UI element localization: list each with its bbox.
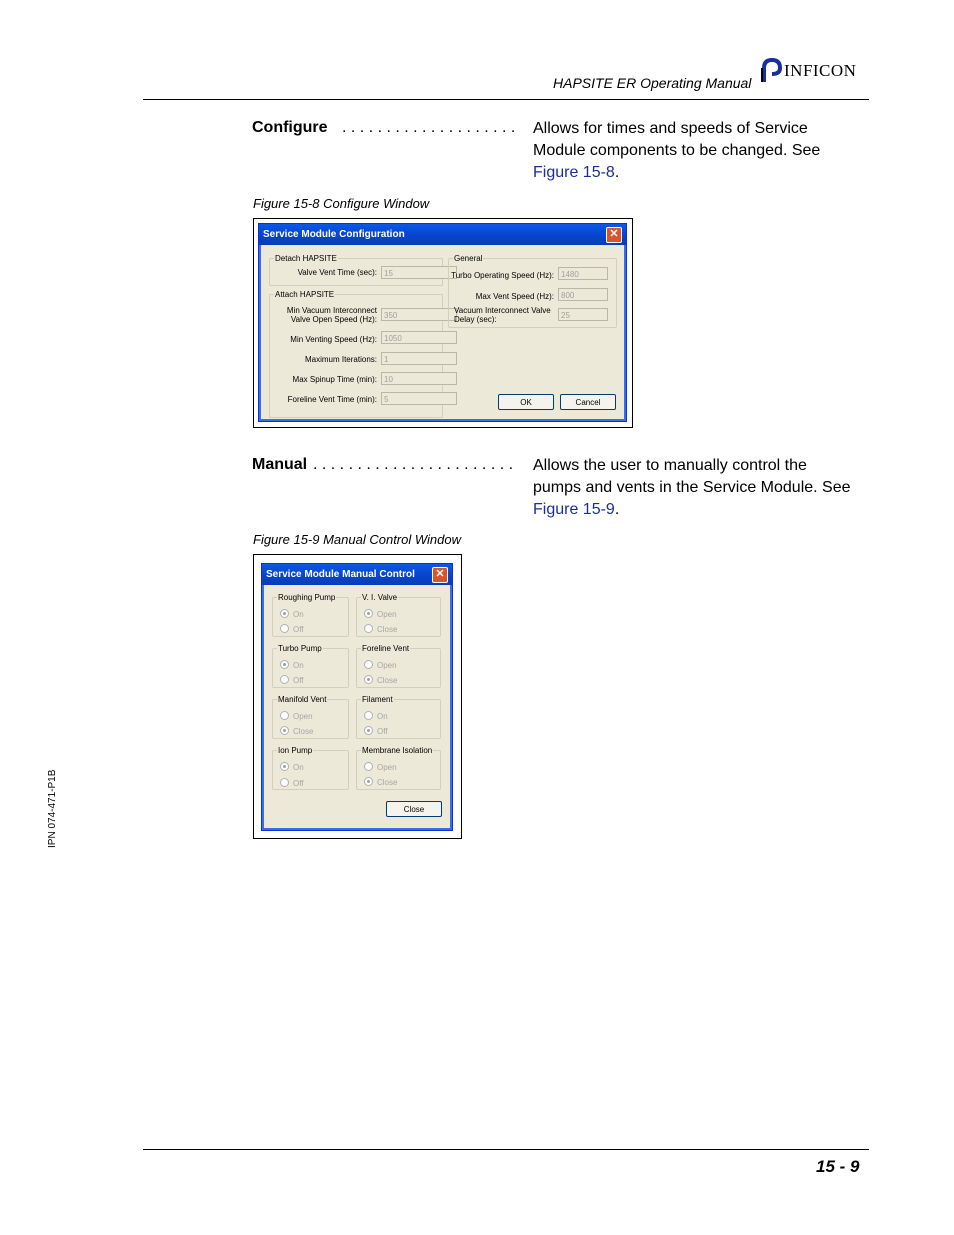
config-window — [258, 223, 627, 422]
min-vacuum-interconnect-label — [271, 306, 377, 324]
vacuum-interconnect-delay-label-line1: Vacuum Interconnect Valve — [454, 306, 551, 315]
turbo-operating-speed-field[interactable]: 1480 — [558, 267, 608, 280]
min-venting-speed-label: Min Venting Speed (Hz): — [290, 335, 377, 344]
manifold-vent-close-radio[interactable] — [280, 726, 313, 737]
foreline-vent-open-label: Open — [377, 661, 397, 670]
filament-on-label: On — [377, 712, 388, 721]
maximum-iterations-field[interactable]: 1 — [381, 352, 457, 365]
min-vacuum-interconnect-label-line1: Min Vacuum Interconnect — [286, 306, 377, 315]
ion-pump-on-radio[interactable] — [280, 762, 304, 773]
manual-desc-line2: pumps and vents in the Service Module. See — [533, 479, 851, 496]
manifold-vent-close-label: Close — [293, 727, 314, 736]
foreline-vent-legend: Foreline Vent — [362, 644, 410, 653]
manual-desc-period: . — [614, 501, 620, 518]
manual-leader-dots: . . . . . . . . . . . . . . . . . . . . . . . — [313, 456, 514, 473]
detach-hapsite-legend: Detach HAPSITE — [275, 254, 337, 263]
min-vacuum-interconnect-label-line2: Valve Open Speed (Hz): — [290, 315, 377, 324]
turbo-pump-on-label: On — [293, 661, 304, 670]
radio-selected-icon — [364, 609, 373, 618]
max-spinup-time-field[interactable]: 10 — [381, 372, 457, 385]
membrane-isolation-close-label: Close — [377, 778, 398, 787]
filament-legend: Filament — [362, 695, 393, 704]
radio-selected-icon — [280, 609, 289, 618]
ok-button[interactable]: OK — [498, 394, 554, 410]
manual-client-area — [265, 585, 449, 827]
header-rule — [143, 99, 869, 100]
manifold-vent-legend: Manifold Vent — [278, 695, 327, 704]
manual-desc-line1: Allows the user to manually control the — [533, 457, 807, 474]
inficon-logo-icon — [760, 58, 782, 84]
figure-15-8-link[interactable]: Figure 15-8 — [533, 164, 615, 181]
radio-empty-icon — [280, 711, 289, 720]
figure-15-8-caption: Figure 15-8 Configure Window — [253, 196, 430, 211]
radio-selected-icon — [280, 726, 289, 735]
max-vent-speed-field[interactable]: 800 — [558, 288, 608, 301]
turbo-pump-on-radio[interactable] — [280, 660, 304, 671]
ion-pump-off-radio[interactable] — [280, 778, 304, 789]
max-vent-speed-label: Max Vent Speed (Hz): — [475, 292, 554, 301]
foreline-vent-close-label: Close — [377, 676, 398, 685]
vi-valve-open-label: Open — [377, 610, 397, 619]
figure-15-9-link[interactable]: Figure 15-9 — [533, 501, 615, 518]
manual-term-label: Manual — [252, 456, 308, 473]
vi-valve-legend: V. I. Valve — [362, 593, 398, 602]
manual-term — [252, 456, 307, 474]
figure-15-9-caption: Figure 15-9 Manual Control Window — [253, 532, 461, 547]
vi-valve-open-radio[interactable] — [364, 609, 397, 620]
ion-pump-legend: Ion Pump — [278, 746, 313, 755]
config-window-title: Service Module Configuration — [263, 229, 405, 240]
configure-desc-line1: Allows for times and speeds of Service — [533, 120, 808, 137]
membrane-isolation-open-radio[interactable] — [364, 762, 397, 773]
footer-rule — [143, 1149, 869, 1150]
page-number: 15 - 9 — [816, 1157, 860, 1176]
roughing-pump-off-label: Off — [293, 625, 304, 634]
attach-hapsite-legend: Attach HAPSITE — [275, 290, 335, 299]
filament-on-radio[interactable] — [364, 711, 388, 722]
vacuum-interconnect-delay-field[interactable]: 25 — [558, 308, 608, 321]
manifold-vent-open-radio[interactable] — [280, 711, 313, 722]
vacuum-interconnect-delay-label-line2: Delay (sec): — [454, 315, 497, 324]
roughing-pump-on-label: On — [293, 610, 304, 619]
cancel-button[interactable]: Cancel — [560, 394, 616, 410]
inficon-logo — [760, 58, 872, 86]
foreline-vent-time-label: Foreline Vent Time (min): — [287, 395, 377, 404]
figure-15-8-frame — [253, 218, 633, 428]
configure-term-label: Configure — [252, 119, 328, 136]
radio-empty-icon — [364, 762, 373, 771]
manual-titlebar — [262, 564, 452, 585]
manual-window-title: Service Module Manual Control — [266, 569, 415, 580]
manual-window — [261, 563, 453, 831]
configure-description — [533, 118, 873, 184]
min-vacuum-interconnect-field[interactable]: 350 — [381, 308, 457, 321]
foreline-vent-time-field[interactable]: 5 — [381, 392, 457, 405]
radio-selected-icon — [280, 660, 289, 669]
turbo-pump-off-label: Off — [293, 676, 304, 685]
configure-leader-dots: . . . . . . . . . . . . . . . . . . . . — [342, 119, 516, 136]
radio-empty-icon — [280, 624, 289, 633]
ion-pump-off-label: Off — [293, 779, 304, 788]
foreline-vent-open-radio[interactable] — [364, 660, 397, 671]
radio-selected-icon — [364, 726, 373, 735]
logo-wordmark: INFICON — [784, 61, 857, 80]
vacuum-interconnect-delay-label — [450, 306, 554, 324]
valve-vent-time-field[interactable]: 15 — [381, 266, 457, 279]
turbo-operating-speed-label: Turbo Operating Speed (Hz): — [451, 271, 554, 280]
radio-empty-icon — [280, 675, 289, 684]
max-spinup-time-label: Max Spinup Time (min): — [292, 375, 377, 384]
config-client-area — [262, 245, 623, 418]
manifold-vent-open-label: Open — [293, 712, 313, 721]
ipn-side-label: IPN 074-471-P1B — [47, 769, 58, 848]
turbo-pump-off-radio[interactable] — [280, 675, 304, 686]
valve-vent-time-label: Valve Vent Time (sec): — [297, 268, 377, 277]
config-close-button[interactable]: ✕ — [606, 227, 622, 243]
running-header-title: HAPSITE ER Operating Manual — [553, 75, 752, 91]
radio-empty-icon — [364, 660, 373, 669]
membrane-isolation-close-radio[interactable] — [364, 777, 397, 788]
roughing-pump-on-radio[interactable] — [280, 609, 304, 620]
roughing-pump-legend: Roughing Pump — [278, 593, 336, 602]
manual-description — [533, 455, 873, 521]
radio-selected-icon — [364, 675, 373, 684]
roughing-pump-off-radio[interactable] — [280, 624, 304, 635]
min-venting-speed-field[interactable]: 1050 — [381, 331, 457, 344]
radio-empty-icon — [364, 711, 373, 720]
radio-selected-icon — [364, 777, 373, 786]
radio-empty-icon — [364, 624, 373, 633]
configure-term — [252, 119, 328, 137]
figure-15-9-frame — [253, 554, 462, 839]
turbo-pump-legend: Turbo Pump — [278, 644, 322, 653]
vi-valve-close-label: Close — [377, 625, 398, 634]
ion-pump-on-label: On — [293, 763, 304, 772]
general-legend: General — [454, 254, 483, 263]
manual-close-x-button[interactable]: ✕ — [432, 567, 448, 583]
config-titlebar — [259, 224, 626, 245]
configure-desc-line2: Module components to be changed. See — [533, 142, 821, 159]
filament-off-label: Off — [377, 727, 388, 736]
maximum-iterations-label: Maximum Iterations: — [304, 355, 377, 364]
membrane-isolation-open-label: Open — [377, 763, 397, 772]
filament-off-radio[interactable] — [364, 726, 388, 737]
foreline-vent-close-radio[interactable] — [364, 675, 397, 686]
close-button[interactable]: Close — [386, 801, 442, 817]
configure-desc-period: . — [614, 164, 620, 181]
radio-selected-icon — [280, 762, 289, 771]
radio-empty-icon — [280, 778, 289, 787]
vi-valve-close-radio[interactable] — [364, 624, 397, 635]
membrane-isolation-legend: Membrane Isolation — [362, 746, 433, 755]
